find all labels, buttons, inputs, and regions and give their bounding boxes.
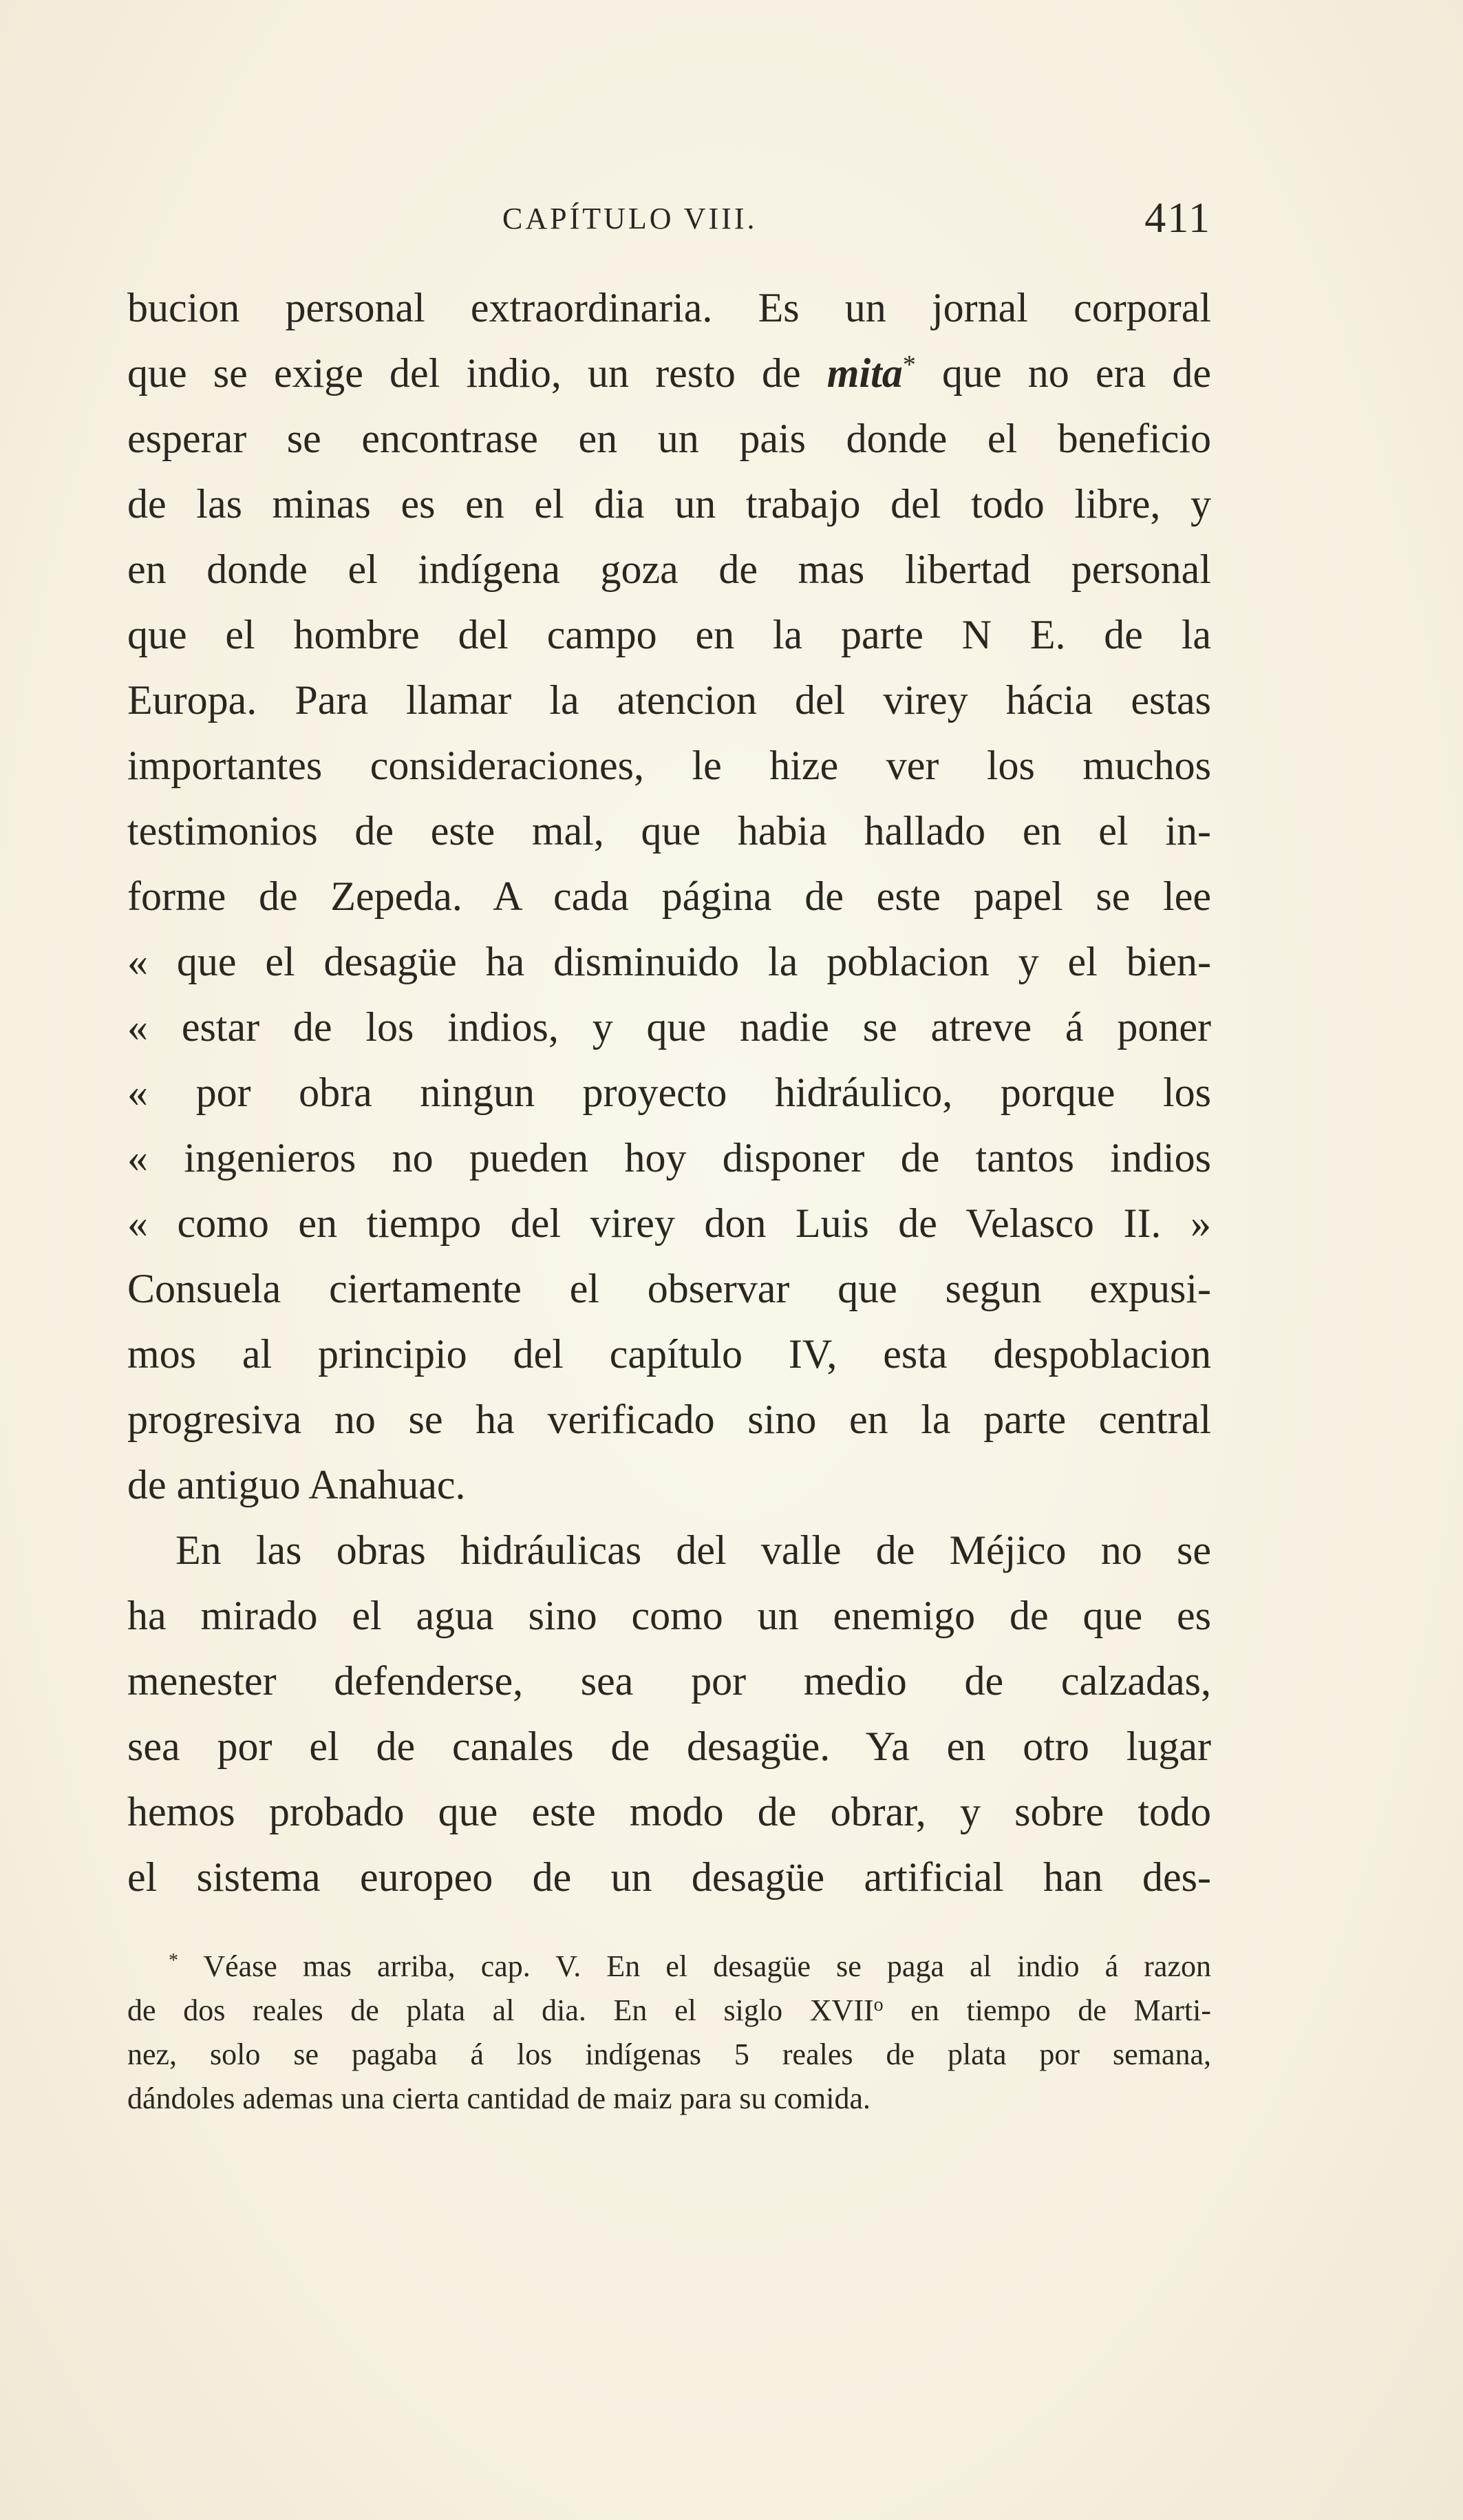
- italic-term: mita: [826, 350, 903, 396]
- text-line: el sistema europeo de un desagüe artificial han des-: [127, 1854, 1211, 1900]
- text-line: que el hombre del campo en la parte N E. de la: [127, 612, 1211, 657]
- running-title: CAPÍTULO VIII.: [502, 202, 758, 235]
- text-line: progresiva no se ha verificado sino en la parte central: [127, 1397, 1211, 1442]
- text-line: sea por el de canales de desagüe. Ya en otro lugar: [127, 1724, 1211, 1769]
- text-line: En las obras hidráulicas del valle de Méjico no se: [175, 1527, 1211, 1573]
- page-header: [127, 194, 1211, 249]
- text-line: de las minas es en el dia un trabajo del todo libre, y: [127, 481, 1211, 527]
- footnote-mark: *: [169, 1950, 178, 1971]
- text-line: mos al principio del capítulo IV, esta despoblacion: [127, 1331, 1211, 1377]
- footnote-line: dándoles ademas una cierta cantidad de maiz para su comida.: [127, 2082, 871, 2115]
- footnote-line: [127, 1989, 1211, 2033]
- page-number: 411: [1144, 195, 1211, 242]
- quoted-line: « ingenieros no pueden hoy disponer de tantos indios: [127, 1135, 1211, 1180]
- footnote-line: nez, solo se pagaba á los indígenas 5 reales de plata por semana,: [127, 2037, 1211, 2071]
- footnote-text: Véase mas arriba, cap. V. En el desagüe se paga al indio á razon: [178, 1949, 1211, 1983]
- text-line: testimonios de este mal, que habia hallado en el in-: [127, 808, 1211, 854]
- text-line: de antiguo Anahuac.: [127, 1462, 466, 1507]
- footnote-text: de dos reales de plata al dia. En el siglo XVII: [127, 1993, 874, 2027]
- footnote: [127, 1945, 1211, 2121]
- text-segment: que no era de: [915, 350, 1211, 396]
- text-line: Europa. Para llamar la atencion del virey hácia estas: [127, 677, 1211, 723]
- text-line: Consuela ciertamente el observar que segun expusi-: [127, 1266, 1211, 1311]
- quoted-line: « como en tiempo del virey don Luis de Velasco II. »: [127, 1200, 1211, 1246]
- text-segment: que se exige del indio, un resto de: [127, 350, 827, 396]
- quoted-line: « estar de los indios, y que nadie se atreve á poner: [127, 1004, 1211, 1050]
- text-line: en donde el indígena goza de mas libertad personal: [127, 547, 1211, 592]
- text-line: forme de Zepeda. A cada página de este papel se lee: [127, 873, 1211, 919]
- footnote-reference-mark: *: [902, 350, 916, 379]
- text-line: bucion personal extraordinaria. Es un jornal corporal: [127, 285, 1211, 330]
- text-line: menester defenderse, sea por medio de calzadas,: [127, 1658, 1211, 1704]
- text-line: ha mirado el agua sino como un enemigo de que es: [127, 1593, 1211, 1638]
- body-text: [127, 275, 1211, 1910]
- text-line: hemos probado que este modo de obrar, y sobre todo: [127, 1789, 1211, 1834]
- footnote-text: en tiempo de Marti-: [883, 1993, 1212, 2027]
- quoted-line: « que el desagüe ha disminuido la poblacion y el bien-: [127, 939, 1211, 984]
- footnote-line: [127, 1945, 1211, 1989]
- text-line: esperar se encontrase en un pais donde el beneficio: [127, 416, 1211, 461]
- text-line: [127, 341, 1211, 406]
- ordinal-superscript: o: [873, 1994, 884, 2015]
- quoted-line: « por obra ningun proyecto hidráulico, porque los: [127, 1070, 1211, 1115]
- text-line: importantes consideraciones, le hize ver los muchos: [127, 743, 1211, 788]
